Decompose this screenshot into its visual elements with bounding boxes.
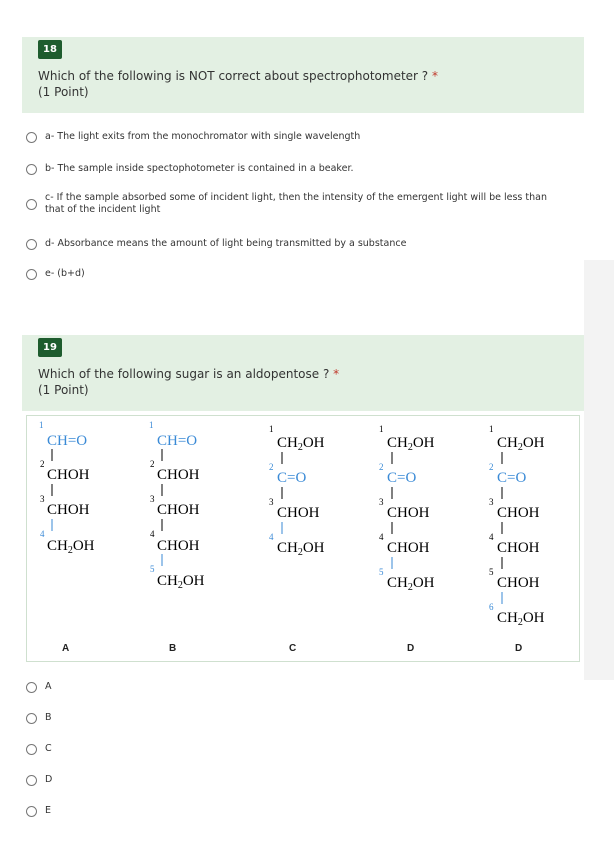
- carbon-index: 1: [489, 424, 494, 434]
- q19-option-c[interactable]: [26, 743, 52, 755]
- structure-label: D: [515, 643, 523, 654]
- structure-d-hexulose: [489, 424, 545, 654]
- carbon-index: 4: [379, 532, 384, 542]
- group-ch2oh: $CH_2OH$: [47, 538, 95, 556]
- question-points: (1 Point): [38, 85, 89, 99]
- radio-button[interactable]: [26, 132, 37, 143]
- structure-b: [149, 420, 205, 654]
- q18-option-a[interactable]: [26, 131, 360, 143]
- group-choh: CHOH: [497, 540, 540, 556]
- radio-button[interactable]: [26, 744, 37, 755]
- group-ch2oh: $CH_2OH$: [497, 435, 545, 453]
- group-ch2oh: $CH_2OH$: [157, 573, 205, 591]
- question-points: (1 Point): [38, 383, 89, 397]
- question-text: Which of the following sugar is an aldopentose ? *: [38, 367, 340, 381]
- option-label: B: [45, 712, 52, 723]
- right-edge-strip: [584, 260, 614, 680]
- carbon-index: 4: [269, 532, 274, 542]
- option-label: E: [45, 805, 52, 816]
- question-number-badge: 18: [38, 40, 62, 59]
- radio-button[interactable]: [26, 199, 37, 210]
- carbon-index: 1: [269, 424, 274, 434]
- carbon-index: 1: [39, 420, 44, 430]
- group-ch2oh: $CH_2OH$: [277, 435, 325, 453]
- structure-c: [269, 424, 325, 654]
- carbon-index: 2: [489, 462, 494, 472]
- group-ch2oh: $CH_2OH$: [387, 575, 435, 593]
- group-ch2oh: $CH_2OH$: [277, 540, 325, 558]
- carbon-index: 2: [269, 462, 274, 472]
- radio-button[interactable]: [26, 682, 37, 693]
- radio-button[interactable]: [26, 164, 37, 175]
- carbon-index: 4: [40, 529, 45, 539]
- carbon-index: 3: [489, 497, 494, 507]
- group-ch2oh: $CH_2OH$: [497, 610, 545, 628]
- radio-button[interactable]: [26, 713, 37, 724]
- carbon-index: 3: [379, 497, 384, 507]
- structure-d-pentulose: [379, 424, 435, 654]
- carbon-index: 2: [40, 459, 45, 469]
- group-choh: CHOH: [47, 502, 90, 518]
- carbon-index: 2: [379, 462, 384, 472]
- radio-button[interactable]: [26, 239, 37, 250]
- question-19-header: [22, 335, 584, 411]
- group-choh: CHOH: [497, 575, 540, 591]
- group-choh: CHOH: [387, 505, 430, 521]
- carbon-index: 4: [150, 529, 155, 539]
- group-cho: CH=O: [157, 433, 198, 449]
- q19-option-d[interactable]: [26, 774, 52, 786]
- group-ketone: C=O: [387, 470, 417, 486]
- q18-option-d[interactable]: [26, 238, 406, 250]
- group-ch2oh: $CH_2OH$: [387, 435, 435, 453]
- group-choh: CHOH: [157, 467, 200, 483]
- carbon-index: 1: [379, 424, 384, 434]
- question-18-header: [22, 37, 584, 113]
- carbon-index: 5: [379, 567, 384, 577]
- group-choh: CHOH: [497, 505, 540, 521]
- structure-a: [39, 420, 95, 654]
- option-label: d- Absorbance means the amount of light being transmitted by a substance: [45, 238, 407, 249]
- option-label: D: [45, 774, 53, 785]
- carbon-index: 3: [269, 497, 274, 507]
- carbon-index: 2: [150, 459, 155, 469]
- group-chohat: CHOH: [47, 467, 90, 483]
- group-ketone: C=O: [497, 470, 527, 486]
- q19-option-e[interactable]: [26, 805, 51, 817]
- q18-option-c[interactable]: [26, 192, 571, 216]
- structure-label: A: [62, 643, 70, 654]
- q19-option-b[interactable]: [26, 712, 52, 724]
- group-ketone: C=O: [277, 470, 307, 486]
- carbon-index: 5: [150, 564, 155, 574]
- option-label: e- (b+d): [45, 268, 85, 279]
- q18-option-b[interactable]: [26, 163, 354, 175]
- q18-option-e[interactable]: [26, 268, 85, 280]
- carbon-index: 3: [40, 494, 45, 504]
- q19-option-a[interactable]: [26, 681, 52, 693]
- group-choh: CHOH: [157, 538, 200, 554]
- question-text: Which of the following is NOT correct about spectrophotometer ? *: [38, 69, 438, 83]
- group-choh: CHOH: [157, 502, 200, 518]
- structure-label: D: [407, 643, 415, 654]
- radio-button[interactable]: [26, 806, 37, 817]
- radio-button[interactable]: [26, 775, 37, 786]
- sugar-structures-drawing: [27, 416, 581, 663]
- question-number-badge: 19: [38, 338, 62, 357]
- option-label: C: [45, 743, 52, 754]
- option-label: A: [45, 681, 52, 692]
- carbon-index: 1: [149, 420, 154, 430]
- option-label: c- If the sample absorbed some of incident light, then the intensity of the emergent light will be less than that of the incident light: [45, 192, 547, 215]
- required-mark: *: [432, 69, 438, 83]
- carbon-index: 6: [489, 602, 494, 612]
- option-label: b- The sample inside spectophotometer is contained in a beaker.: [45, 163, 354, 174]
- group-cho: CH=O: [47, 433, 88, 449]
- option-label: a- The light exits from the monochromator with single wavelength: [45, 131, 361, 142]
- group-choh: CHOH: [277, 505, 320, 521]
- structure-label: B: [169, 643, 177, 654]
- group-choh: CHOH: [387, 540, 430, 556]
- carbon-index: 4: [489, 532, 494, 542]
- required-mark: *: [333, 367, 340, 381]
- sugar-structures-image: [26, 415, 580, 662]
- carbon-index: 3: [150, 494, 155, 504]
- carbon-index: 5: [489, 567, 494, 577]
- radio-button[interactable]: [26, 269, 37, 280]
- structure-label: C: [289, 643, 297, 654]
